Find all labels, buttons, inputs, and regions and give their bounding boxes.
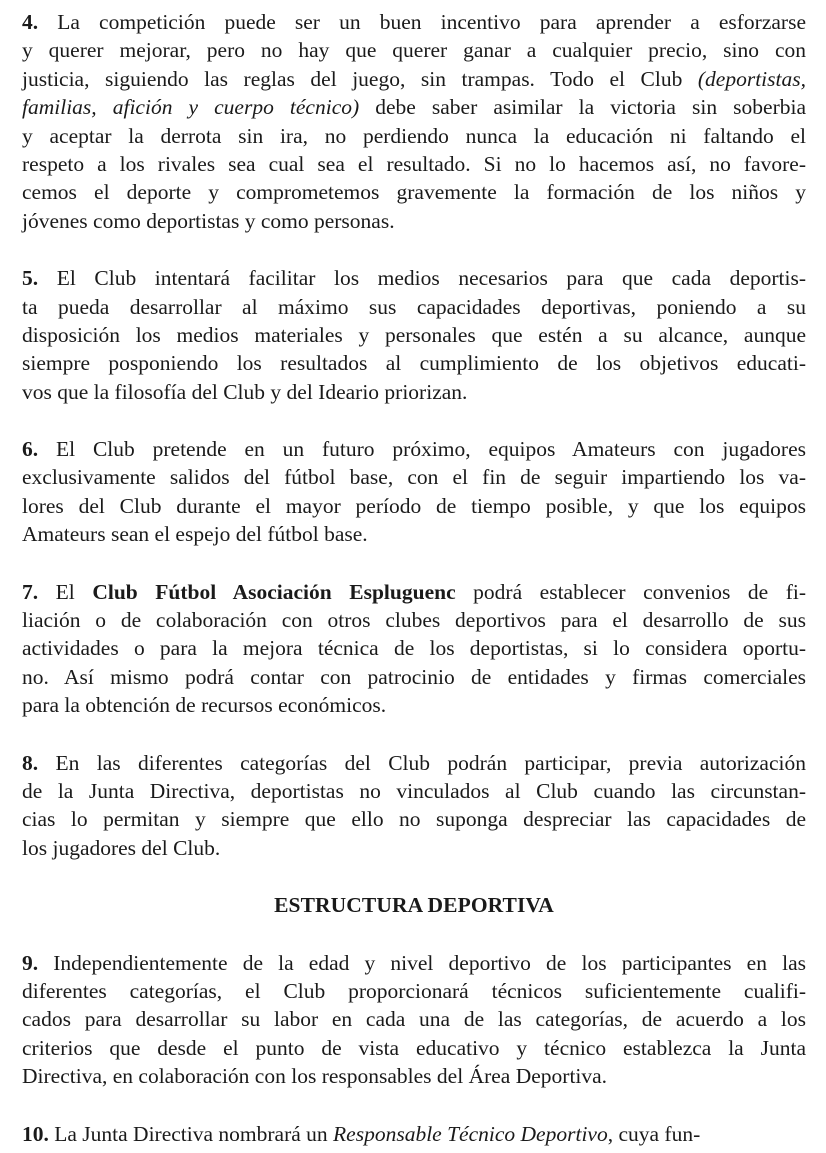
document-page bbox=[22, 8, 806, 1148]
paragraph-5-line-5: vos que la filosofía del Club y del Ideario priorizan. bbox=[22, 379, 468, 404]
paragraph-7-line-1 bbox=[22, 578, 806, 606]
paragraph-7 bbox=[22, 578, 806, 720]
club-name-bold: Club Fútbol Asociación Espluguenc bbox=[92, 579, 456, 604]
paragraph-8-line-4: los jugadores del Club. bbox=[22, 835, 221, 860]
paragraph-gap bbox=[22, 862, 806, 891]
paragraph-7-text-1b: podrá establecer convenios de fi- bbox=[455, 579, 806, 604]
paragraph-8-text-1: En las diferentes categorías del Club podrán participar, previa autorización bbox=[55, 750, 806, 775]
paragraph-10-text-1a: La Junta Directiva nombrará un bbox=[54, 1121, 334, 1146]
paragraph-7-line-4: no. Así mismo podrá contar con patrocinio de entidades y firmas comerciales bbox=[22, 664, 806, 689]
paragraph-5-number: 5. bbox=[22, 266, 39, 291]
paragraph-4-italic-3: (deportistas, bbox=[697, 66, 806, 91]
paragraph-9-number: 9. bbox=[22, 950, 39, 975]
paragraph-6 bbox=[22, 435, 806, 549]
paragraph-5-text-1: El Club intentará facilitar los medios necesarios para que cada deportis- bbox=[56, 266, 807, 291]
paragraph-gap bbox=[22, 406, 806, 435]
paragraph-10-number: 10. bbox=[22, 1121, 49, 1146]
paragraph-4-line-8: jóvenes como deportistas y como personas. bbox=[22, 208, 395, 233]
paragraph-4-italic-4: familias, afición y cuerpo técnico) bbox=[22, 95, 360, 120]
paragraph-9-line-4: criterios que desde el punto de vista educativo y técnico establezca la Junta bbox=[22, 1035, 806, 1060]
paragraph-6-text-1: El Club pretende en un futuro próximo, equipos Amateurs con jugadores bbox=[55, 437, 806, 462]
paragraph-9 bbox=[22, 949, 806, 1091]
paragraph-4-number: 4. bbox=[22, 10, 39, 34]
paragraph-4-line-1 bbox=[22, 8, 806, 36]
paragraph-7-line-3: actividades o para la mejora técnica de los deportistas, si lo considera oportu- bbox=[22, 636, 806, 661]
paragraph-10 bbox=[22, 1120, 806, 1148]
paragraph-5-line-2: ta pueda desarrollar al máximo sus capacidades deportivas, poniendo a su bbox=[22, 294, 806, 319]
paragraph-5 bbox=[22, 264, 806, 406]
paragraph-5-line-4: siempre posponiendo los resultados al cumplimiento de los objetivos educati- bbox=[22, 351, 806, 376]
paragraph-4 bbox=[22, 8, 806, 235]
paragraph-9-line-2: diferentes categorías, el Club proporcionará técnicos suficientemente cualifi- bbox=[22, 978, 806, 1003]
paragraph-10-text-1b: , cuya fun- bbox=[607, 1121, 701, 1146]
paragraph-9-line-5: Directiva, en colaboración con los responsables del Área Deportiva. bbox=[22, 1064, 608, 1089]
paragraph-8-line-3: cias lo permitan y siempre que ello no suponga despreciar las capacidades de bbox=[22, 807, 806, 832]
paragraph-4-line-6: respeto a los rivales sea cual sea el resultado. Si no lo hacemos así, no favore- bbox=[22, 151, 806, 176]
paragraph-4-text-3: justicia, siguiendo las reglas del juego, sin trampas. Todo el Club bbox=[22, 66, 698, 91]
paragraph-8-number: 8. bbox=[22, 750, 39, 775]
paragraph-4-text-1: La competición puede ser un buen incentivo para aprender a esforzarse bbox=[57, 10, 806, 34]
paragraph-10-italic: Responsable Técnico Deportivo bbox=[333, 1121, 608, 1146]
paragraph-5-line-1 bbox=[22, 264, 806, 292]
paragraph-7-number: 7. bbox=[22, 579, 39, 604]
paragraph-6-line-3: lores del Club durante el mayor período de tiempo posible, y que los equipos bbox=[22, 493, 806, 518]
paragraph-4-line-2: y querer mejorar, pero no hay que querer ganar a cualquier precio, sino con bbox=[22, 38, 806, 63]
paragraph-8-line-2: de la Junta Directiva, deportistas no vinculados al Club cuando las circunstan- bbox=[22, 778, 806, 803]
paragraph-5-line-3: disposición los medios materiales y personales que estén a su alcance, aunque bbox=[22, 322, 806, 347]
paragraph-8 bbox=[22, 749, 806, 863]
paragraph-gap bbox=[22, 1091, 806, 1120]
paragraph-6-number: 6. bbox=[22, 437, 39, 462]
paragraph-4-text-4: debe saber asimilar la victoria sin soberbia bbox=[359, 95, 806, 120]
paragraph-6-line-4: Amateurs sean el espejo del fútbol base. bbox=[22, 522, 368, 547]
paragraph-8-line-1 bbox=[22, 749, 806, 777]
paragraph-10-line-1 bbox=[22, 1120, 806, 1148]
paragraph-4-line-5: y aceptar la derrota sin ira, no perdiendo nunca la educación ni faltando el bbox=[22, 123, 806, 148]
paragraph-4-line-3 bbox=[22, 65, 806, 93]
paragraph-7-text-1a: El bbox=[55, 579, 93, 604]
paragraph-7-line-5: para la obtención de recursos económicos. bbox=[22, 693, 387, 718]
paragraph-gap bbox=[22, 920, 806, 949]
paragraph-9-text-1: Independientemente de la edad y nivel deportivo de los participantes en las bbox=[53, 950, 806, 975]
paragraph-7-line-2: liación o de colaboración con otros clubes deportivos para el desarrollo de sus bbox=[22, 608, 806, 633]
paragraph-gap bbox=[22, 549, 806, 578]
paragraph-6-line-2: exclusivamente salidos del fútbol base, con el fin de seguir impartiendo los va- bbox=[22, 465, 806, 490]
paragraph-gap bbox=[22, 235, 806, 264]
paragraph-9-line-1 bbox=[22, 949, 806, 977]
paragraph-gap bbox=[22, 720, 806, 749]
paragraph-6-line-1 bbox=[22, 435, 806, 463]
section-heading: ESTRUCTURA DEPORTIVA bbox=[274, 893, 554, 918]
paragraph-9-line-3: cados para desarrollar su labor en cada una de las categorías, de acuerdo a los bbox=[22, 1007, 806, 1032]
paragraph-4-line-4 bbox=[22, 93, 806, 121]
paragraph-4-line-7: cemos el deporte y comprometemos gravemente la formación de los niños y bbox=[22, 180, 806, 205]
